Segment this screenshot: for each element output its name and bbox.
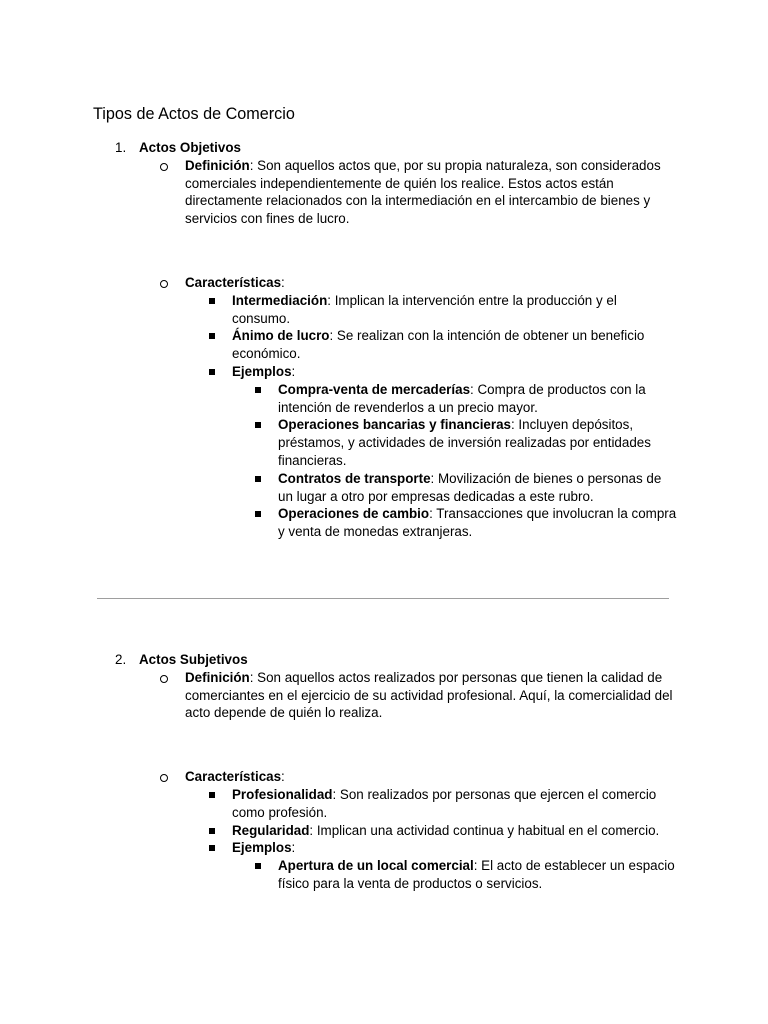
characteristics-item xyxy=(0,768,768,786)
example-item xyxy=(0,505,768,541)
characteristics-label: Características xyxy=(185,274,282,290)
definition-text: : Son aquellos actos realizados por personas que tienen la calidad de comerciantes en el ejercicio de su actividad profesional. Aquí, la comercialidad del acto depende de quién lo realiza. xyxy=(185,669,673,721)
item-text: : Implican una actividad continua y habitual en el comercio. xyxy=(309,822,660,838)
list-item xyxy=(0,786,768,822)
example-label: Operaciones de cambio xyxy=(278,506,430,522)
example-item xyxy=(0,470,768,506)
characteristics-label: Características xyxy=(185,769,282,785)
definition-item xyxy=(0,157,768,228)
section-actos-objetivos xyxy=(0,139,768,541)
item-text: : Se realizan con la intención de obtener un beneficio económico. xyxy=(232,328,645,362)
example-item xyxy=(0,857,768,893)
definition-label: Definición xyxy=(185,669,250,685)
list-item xyxy=(0,292,768,328)
list-item xyxy=(0,822,768,840)
example-label: Compra-venta de mercaderías xyxy=(278,381,471,397)
square-bullet-icon xyxy=(255,511,261,517)
section-heading: Actos Objetivos xyxy=(139,140,241,155)
example-item xyxy=(0,416,768,469)
list-number: 2. xyxy=(115,652,127,667)
examples-suffix: : xyxy=(291,363,296,379)
square-bullet-icon xyxy=(209,369,215,375)
circle-bullet-icon xyxy=(160,280,168,288)
item-text: : Implican la intervención entre la producción y el consumo. xyxy=(232,292,617,326)
square-bullet-icon xyxy=(255,387,261,393)
example-text: : El acto de establecer un espacio físico para la venta de productos o servicios. xyxy=(278,858,675,891)
circle-bullet-icon xyxy=(160,774,168,782)
characteristics-item xyxy=(0,274,768,292)
example-text: : Incluyen depósitos, préstamos, y actividades de inversión realizadas por entidades financieras. xyxy=(278,417,651,468)
numbered-heading xyxy=(0,139,768,157)
square-bullet-icon xyxy=(209,792,215,798)
item-label: Intermediación xyxy=(232,292,328,308)
square-bullet-icon xyxy=(209,333,215,339)
square-bullet-icon xyxy=(255,476,261,482)
horizontal-divider xyxy=(97,598,669,599)
definition-text: : Son aquellos actos que, por su propia naturaleza, son considerados comerciales independientemente de quién los realice. Estos actos están directamente relacionados con la intermediación en el intercambio de bienes y servicios con fines de lucro. xyxy=(185,157,661,227)
example-label: Operaciones bancarias y financieras xyxy=(278,417,511,433)
example-text: : Movilización de bienes o personas de un lugar a otro por empresas dedicadas a este rubro. xyxy=(278,470,662,504)
document-title: Tipos de Actos de Comercio xyxy=(93,105,295,123)
item-label: Regularidad xyxy=(232,822,310,838)
section-heading: Actos Subjetivos xyxy=(139,652,248,667)
definition-label: Definición xyxy=(185,157,250,173)
numbered-heading xyxy=(0,651,768,669)
examples-label: Ejemplos xyxy=(232,840,292,856)
example-label: Apertura de un local comercial xyxy=(278,858,474,874)
circle-bullet-icon xyxy=(160,675,168,683)
examples-item xyxy=(0,363,768,381)
section-actos-subjetivos xyxy=(0,651,768,893)
characteristics-suffix: : xyxy=(281,769,285,785)
example-text: : Transacciones que involucran la compra y venta de monedas extranjeras. xyxy=(278,506,677,540)
square-bullet-icon xyxy=(209,828,215,834)
square-bullet-icon xyxy=(255,422,261,428)
square-bullet-icon xyxy=(209,845,215,851)
list-number: 1. xyxy=(115,140,127,155)
square-bullet-icon xyxy=(209,298,215,304)
item-label: Profesionalidad xyxy=(232,786,333,802)
item-text: : Son realizados por personas que ejercen el comercio como profesión. xyxy=(232,786,657,820)
list-item xyxy=(0,327,768,363)
example-text: : Compra de productos con la intención de revenderlos a un precio mayor. xyxy=(278,381,646,415)
item-label: Ánimo de lucro xyxy=(232,328,330,344)
examples-item xyxy=(0,839,768,857)
example-item xyxy=(0,381,768,417)
examples-label: Ejemplos xyxy=(232,363,292,379)
characteristics-suffix: : xyxy=(281,274,285,290)
examples-suffix: : xyxy=(291,840,296,856)
circle-bullet-icon xyxy=(160,163,168,171)
definition-item xyxy=(0,669,768,722)
example-label: Contratos de transporte xyxy=(278,470,431,486)
square-bullet-icon xyxy=(255,863,261,869)
